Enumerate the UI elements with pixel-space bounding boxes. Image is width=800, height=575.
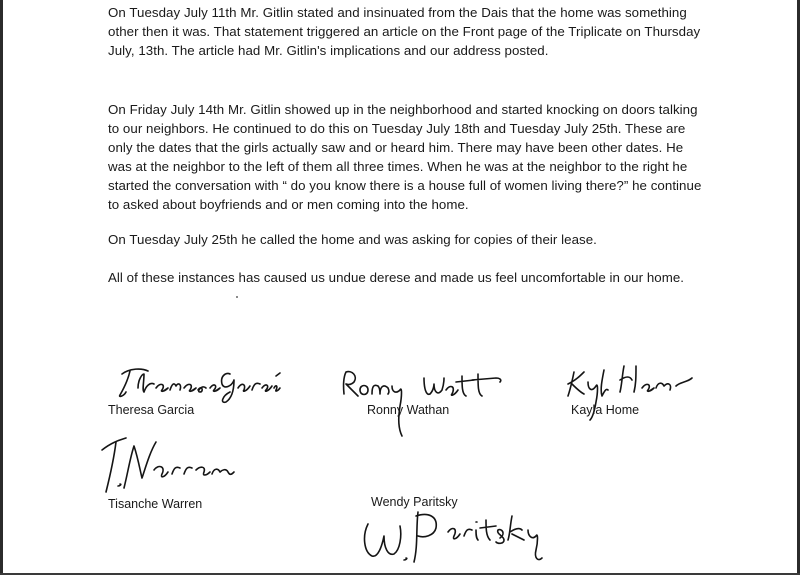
signature-wendy-paritsky	[352, 506, 592, 572]
signatory-name-wendy: Wendy Paritsky	[371, 495, 458, 509]
signatory-name-ronny: Ronny Wathan	[367, 403, 450, 417]
scan-speck	[236, 296, 238, 298]
signature-theresa-garcia	[108, 362, 288, 402]
paragraph-neighborhood-visits: On Friday July 14th Mr. Gitlin showed up in the neighborhood and started knocking on doors talking to our neighbors. He continued to do this on Tuesday July 18th and Tuesday July 25th. These are only the dates that the girls actually saw and or heard him. There may have been other dates. He was at the neighbor to the left of them all three times. When he was at the neighbor to the right he started the conversation with “ do you know there is a house full of women living there?” he continue to asked about boyfriends and or men coming into the home.	[108, 102, 702, 212]
signatory-name-tisanche: Tisanche Warren	[108, 497, 203, 511]
signatory-name-theresa: Theresa Garcia	[108, 403, 195, 417]
signature-tisanche-warren	[92, 430, 252, 502]
paragraph-phone-call: On Tuesday July 25th he called the home and was asking for copies of their lease.	[108, 232, 597, 247]
page-border-left	[0, 0, 3, 575]
paragraph-dais-statement: On Tuesday July 11th Mr. Gitlin stated and insinuated from the Dais that the home was something other then it was. That statement triggered an article on the Front page of the Triplicate on Thursday July, 13th. The article had Mr. Gitlin's implications and our address posted.	[108, 5, 701, 58]
signature-ronny-wathan	[338, 366, 508, 438]
paragraph-conclusion: All of these instances has caused us undue derese and made us feel uncomfortable in our home.	[108, 270, 685, 285]
signatory-name-kayla: Kayla Home	[571, 403, 640, 417]
